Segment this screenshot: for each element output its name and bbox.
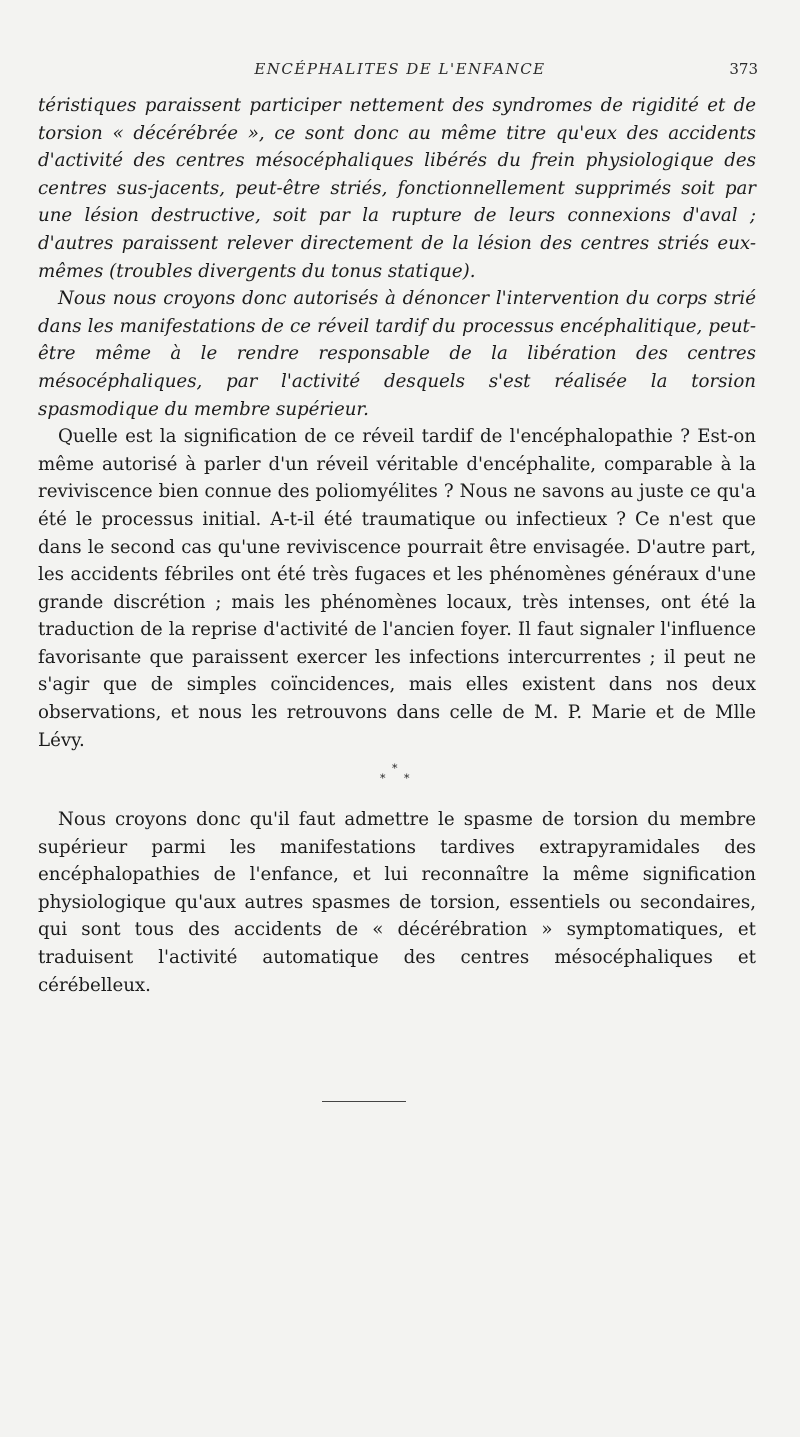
asterism-star-left: * [380,772,386,785]
asterism-star-top: * [392,762,398,775]
closing-section [38,806,756,999]
paragraph-italic-1: téristiques paraissent participer nettement des syndromes de rigidité et de torsion « décérébrée », ce sont donc au même titre qu'eux des accidents d'activité des centres mésocéphaliques libérés du frein physiologique des centres sus-jacents, peut-être striés, fonctionnellement supprimés soit par une lésion destructive, soit par la rupture de leurs connexions d'aval ; d'autres paraissent relever directement de la lésion des centres striés eux-mêmes (troubles divergents du tonus statique). [38,95,756,282]
body-text [38,92,756,754]
asterism-star-right: * [404,772,410,785]
paragraph-italic-2: Nous nous croyons donc autorisés à dénoncer l'intervention du corps strié dans les manifestations de ce réveil tardif du processus encéphalitique, peut-être même à le rendre responsable de la libération des centres mésocéphaliques, par l'activité desquels s'est réalisée la torsion spasmodique du membre supérieur. [38,288,756,420]
asterism-separator [360,762,440,790]
page-number: 373 [729,60,758,78]
running-head [40,60,760,82]
closing-paragraph: Nous croyons donc qu'il faut admettre le spasme de torsion du membre supérieur parmi les manifestations tardives extrapyramidales des encéphalopathies de l'enfance, et lui reconnaître la même signification physiologique qu'aux autres spasmes de torsion, essentiels ou secondaires, qui sont tous des accidents de « décérébration » symptomatiques, et traduisent l'activité automatique des centres mésocéphaliques et cérébelleux. [38,809,756,996]
end-rule [322,1101,406,1102]
running-title: ENCÉPHALITES DE L'ENFANCE [254,60,546,78]
paragraph-roman-3: Quelle est la signification de ce réveil tardif de l'encéphalopathie ? Est-on même autorisé à parler d'un réveil véritable d'encéphalite, comparable à la reviviscence bien connue des poliomyélites ? Nous ne savons au juste ce qu'a été le processus initial. A-t-il été traumatique ou infectieux ? Ce n'est que dans le second cas qu'une reviviscence pourrait être envisagée. D'autre part, les accidents fébriles ont été très fugaces et les phénomènes généraux d'une grande discrétion ; mais les phénomènes locaux, très intenses, ont été la traduction de la reprise d'activité de l'ancien foyer. Il faut signaler l'influence favorisante que paraissent exercer les infections intercurrentes ; il peut ne s'agir que de simples coïncidences, mais elles existent dans nos deux observations, et nous les retrouvons dans celle de M. P. Marie et de Mlle Lévy. [38,426,756,751]
